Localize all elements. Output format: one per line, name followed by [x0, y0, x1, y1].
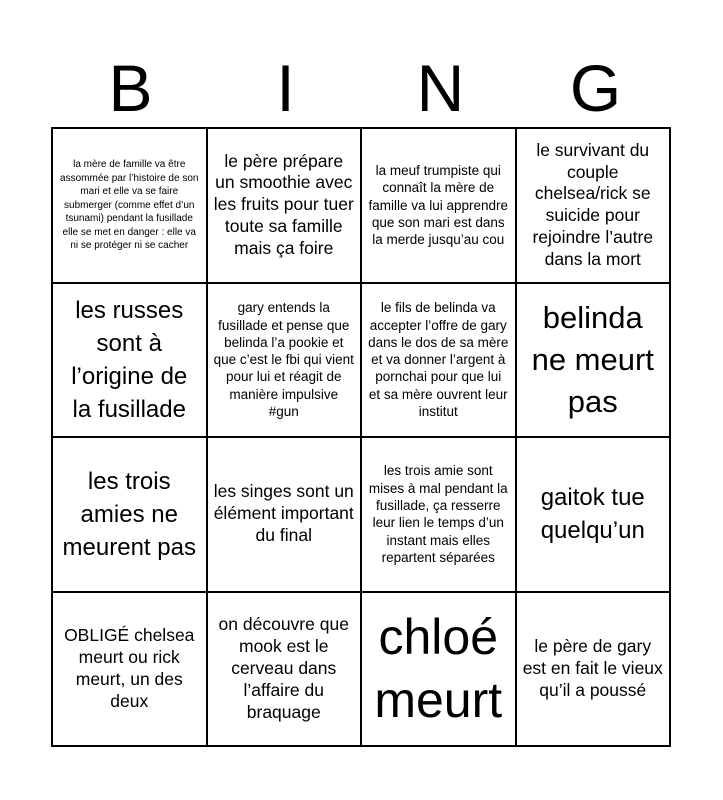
bingo-cell-r3c4[interactable] — [517, 438, 672, 593]
bingo-cell-r1c1[interactable] — [53, 129, 208, 284]
cell-text: OBLIGÉ chelsea meurt ou rick meurt, un des deux — [64, 625, 195, 711]
cell-text: les singes sont un élément important du final — [213, 481, 354, 546]
header-letter-i: I — [276, 51, 295, 125]
bingo-cell-r2c3[interactable] — [362, 284, 517, 439]
bingo-cell-r1c3[interactable] — [362, 129, 517, 284]
bingo-cell-r1c2[interactable] — [208, 129, 363, 284]
cell-text: le fils de belinda va accepter l’offre de gary dans le dos de sa mère et va donner l’argent à pornchai pour que lui et sa mère ouvrent leur institut — [368, 300, 509, 419]
bingo-cell-r4c1[interactable] — [53, 593, 208, 748]
cell-text: gaitok tue quelqu’un — [540, 484, 645, 545]
bingo-cell-r3c1[interactable] — [53, 438, 208, 593]
bingo-grid — [51, 127, 671, 747]
cell-text: les russes sont à l’origine de la fusillade — [71, 296, 188, 423]
cell-text: chloé meurt — [374, 609, 503, 728]
header-letter-n: N — [416, 51, 465, 125]
cell-text: la mère de famille va être assommée par l’histoire de son mari et elle va se faire submerger (comme effet d’un tsunami) pendant la fusillade elle se met en danger : elle va ni se protéger ni se cacher — [60, 159, 199, 251]
bingo-header — [53, 48, 673, 128]
cell-text: la meuf trumpiste qui connaît la mère de famille va lui apprendre que son mari est dans la merde jusqu’au cou — [368, 163, 509, 248]
cell-text: le père de gary est en fait le vieux qu’il a poussé — [522, 635, 663, 700]
bingo-cell-r3c3[interactable] — [362, 438, 517, 593]
cell-text: le père prépare un smoothie avec les fruits pour tuer toute sa famille mais ça foire — [213, 150, 354, 259]
cell-text: les trois amie sont mises à mal pendant la fusillade, ça resserre leur lien le temps d’un instant mais elles repartent séparées — [368, 463, 508, 565]
bingo-cell-r2c2[interactable] — [208, 284, 363, 439]
bingo-cell-r2c4[interactable] — [517, 284, 672, 439]
cell-text: le survivant du couple chelsea/rick se suicide pour rejoindre l’autre dans la mort — [532, 139, 654, 269]
header-letter-g: G — [569, 51, 622, 125]
bingo-cell-r4c2[interactable] — [208, 593, 363, 748]
cell-text: gary entends la fusillade et pense que belinda l’a pookie et que c’est le fbi qui vient pour lui et réagit de manière impulsive #gun — [213, 300, 354, 419]
cell-text: belinda ne meurt pas — [531, 299, 654, 419]
bingo-cell-r1c4[interactable] — [517, 129, 672, 284]
cell-text: les trois amies ne meurent pas — [62, 467, 196, 561]
bingo-cell-r3c2[interactable] — [208, 438, 363, 593]
bingo-cell-r2c1[interactable] — [53, 284, 208, 439]
bingo-cell-r4c3[interactable] — [362, 593, 517, 748]
header-letter-b: B — [108, 51, 153, 125]
cell-text: on découvre que mook est le cerveau dans l’affaire du braquage — [218, 614, 349, 722]
bingo-cell-r4c4[interactable] — [517, 593, 672, 748]
